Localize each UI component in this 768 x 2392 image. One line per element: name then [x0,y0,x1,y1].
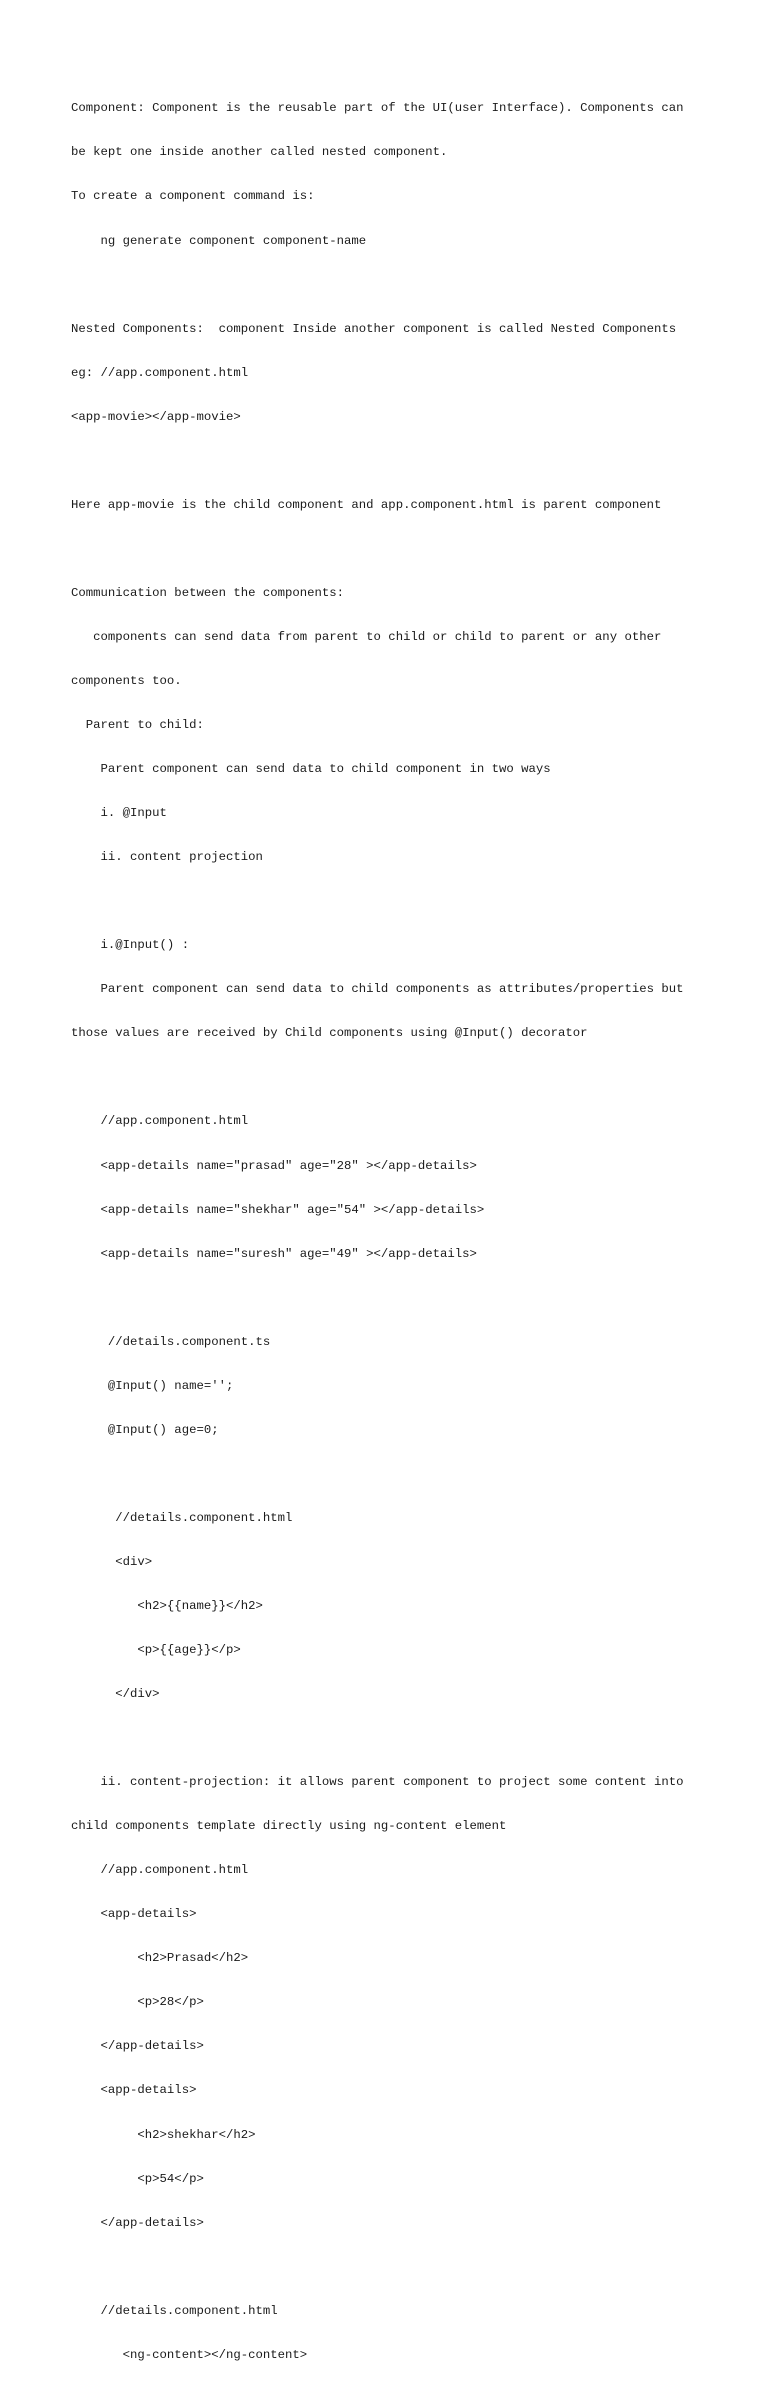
text-line: <div> [71,1554,153,1569]
text-line: i. @Input [71,806,167,821]
text-line [71,1070,711,1085]
text-line: ng generate component component-name [71,233,367,248]
text-line: <app-details name="shekhar" age="54" ></app-details> [71,1202,485,1217]
text-line: eg: //app.component.html [71,365,249,380]
text-line: be kept one inside another called nested component. [71,145,448,160]
text-line: <app-details> [71,1907,197,1922]
text-line [71,542,711,557]
text-line: </app-details> [71,2215,204,2230]
text-line: <app-details> [71,2083,197,2098]
text-line: Component: Component is the reusable part of the UI(user Interface). Components can [71,101,684,116]
text-line: @Input() age=0; [71,1422,219,1437]
text-line: //app.component.html [71,1114,249,1129]
text-line: </app-details> [71,2039,204,2054]
text-line: To create a component command is: [71,189,315,204]
text-line: <p>{{age}}</p> [71,1643,241,1658]
text-line: components can send data from parent to child or child to parent or any other [71,629,662,644]
text-line: child components template directly using ng-content element [71,1819,507,1834]
text-line: i.@Input() : [71,938,190,953]
text-line: <p>28</p> [71,1995,204,2010]
text-line [71,1467,711,1482]
text-line: <h2>shekhar</h2> [71,2127,256,2142]
text-line [71,1291,711,1306]
text-line: Parent component can send data to child component in two ways [71,762,551,777]
text-line: <app-movie></app-movie> [71,409,241,424]
text-line: <ng-content></ng-content> [71,2347,308,2362]
text-line: <h2>Prasad</h2> [71,1951,249,1966]
text-line: ii. content-projection: it allows parent component to project some content into [71,1775,684,1790]
text-line: those values are received by Child components using @Input() decorator [71,1026,588,1041]
text-line: components too. [71,673,182,688]
text-line: //details.component.html [71,1510,293,1525]
text-line [71,278,711,293]
text-line: </div> [71,1687,160,1702]
text-line: //details.component.html [71,2303,278,2318]
text-line: //app.component.html [71,1863,249,1878]
text-line [71,1731,711,1746]
text-line: //details.component.ts [71,1334,271,1349]
text-line [71,894,711,909]
text-line [71,2260,711,2275]
text-line: Parent to child: [71,718,204,733]
text-line: @Input() name=''; [71,1378,234,1393]
document-text [71,72,711,2392]
text-line: <app-details name="suresh" age="49" ></app-details> [71,1246,477,1261]
text-line: <app-details name="prasad" age="28" ></app-details> [71,1158,477,1173]
text-line [71,454,711,469]
text-line: ii. content projection [71,850,263,865]
text-line: <p>54</p> [71,2171,204,2186]
text-line: Communication between the components: [71,585,345,600]
text-line: <h2>{{name}}</h2> [71,1598,263,1613]
text-line: Nested Components: component Inside another component is called Nested Components [71,321,677,336]
text-line: Here app-movie is the child component and app.component.html is parent component [71,497,662,512]
text-line: Parent component can send data to child components as attributes/properties but [71,982,684,997]
